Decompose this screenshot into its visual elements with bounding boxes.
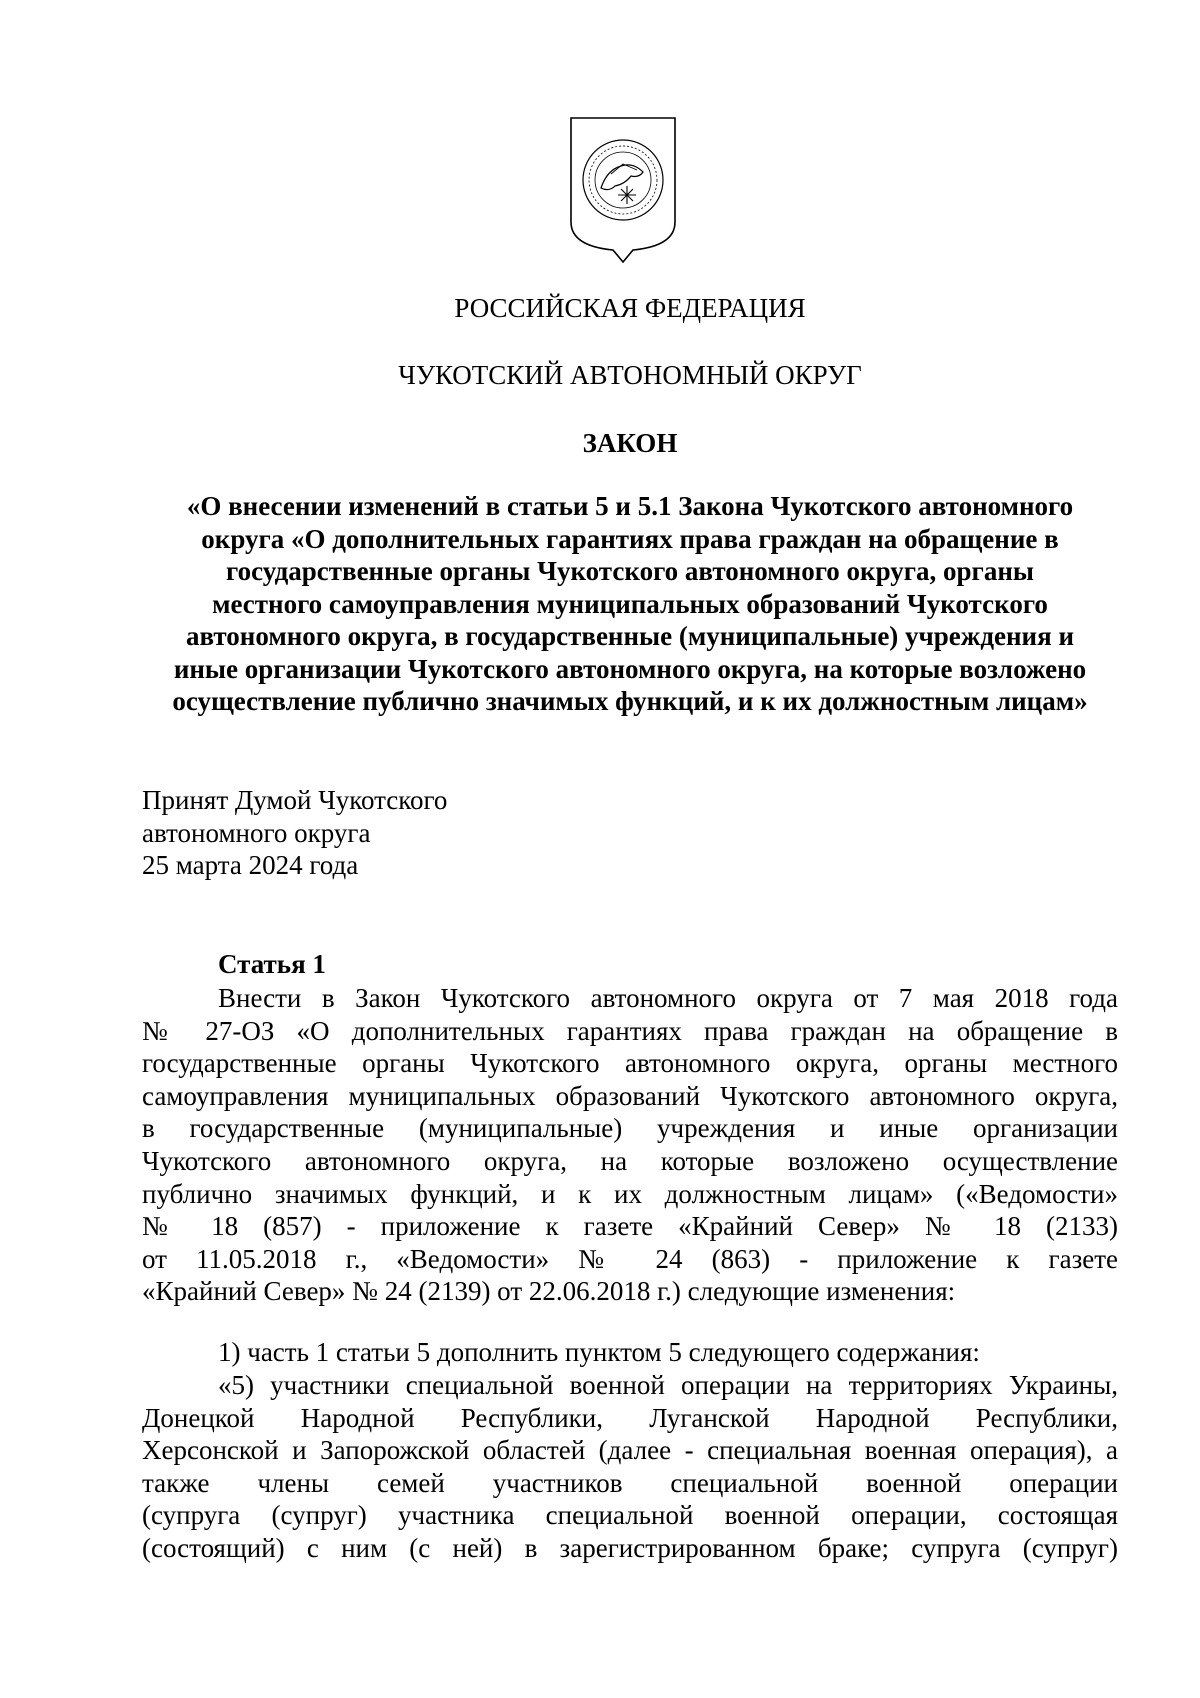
law-title-line: местного самоуправления муниципальных образований Чукотского (212, 588, 1048, 619)
item-1-text-paragraph (142, 1369, 1118, 1565)
paragraph-line: Внести в Закон Чукотского автономного округа от 7 мая 2018 года (218, 983, 1118, 1013)
adoption-note (142, 784, 447, 882)
law-title-line: округа «О дополнительных гарантиях права граждан на обращение в (201, 523, 1059, 554)
paragraph-line: от 11.05.2018 г., «Ведомости» № 24 (863) - приложение к газете (142, 1243, 1118, 1274)
paragraph-line: государственные органы Чукотского автономного округа, органы местного (142, 1048, 1118, 1079)
law-title-line: осуществление публично значимых функций, и к их должностным лицам» (172, 686, 1088, 716)
adoption-line: автономного округа (142, 817, 371, 848)
paragraph-line: в государственные (муниципальные) учреждения и иные организации (142, 1113, 1118, 1144)
paragraph-line: Чукотского автономного округа, на которые возложено осуществление (142, 1145, 1118, 1176)
paragraph-line: публично значимых функций, и к их должностным лицам» («Ведомости» (142, 1178, 1118, 1209)
law-title-line: иные организации Чукотского автономного округа, на которые возложено (173, 653, 1087, 684)
document-type-heading: ЗАКОН (582, 428, 678, 458)
adoption-date: 25 марта 2024 года (142, 850, 359, 880)
adoption-line: Принят Думой Чукотского (142, 785, 448, 815)
coat-of-arms-emblem (567, 114, 679, 264)
article-intro-paragraph (142, 982, 1118, 1308)
law-title-line: «О внесении изменений в статьи 5 и 5.1 Закона Чукотского автономного (186, 491, 1074, 521)
item-1-paragraph (142, 1336, 1118, 1369)
paragraph-line: Донецкой Народной Республики, Луганской Народной Республики, (142, 1402, 1118, 1433)
paragraph-line: № 18 (857) - приложение к газете «Крайний Север» № 18 (2133) (142, 1211, 1118, 1242)
region-heading: ЧУКОТСКИЙ АВТОНОМНЫЙ ОКРУГ (398, 360, 862, 390)
paragraph-line: № 27-ОЗ «О дополнительных гарантиях права граждан на обращение в (142, 1015, 1118, 1046)
law-title-line: государственные органы Чукотского автономного округа, органы (226, 556, 1034, 586)
paragraph-line: (состоящий) с ним (с ней) в зарегистрированном браке; супруга (супруг) (142, 1532, 1118, 1563)
law-title-line: автономного округа, в государственные (муниципальные) учреждения и (185, 621, 1075, 651)
paragraph-line: «5) участники специальной военной операции на территориях Украины, (218, 1370, 1118, 1400)
paragraph-line: 1) часть 1 статьи 5 дополнить пунктом 5 следующего содержания: (218, 1337, 980, 1367)
paragraph-line: «Крайний Север» № 24 (2139) от 22.06.2018 г.) следующие изменения: (142, 1276, 956, 1307)
law-title (140, 490, 1120, 718)
paragraph-line: Херсонской и Запорожской областей (далее - специальная военная операция), а (142, 1435, 1118, 1466)
paragraph-line: (супруга (супруг) участника специальной военной операции, состоящая (142, 1500, 1118, 1531)
article-heading: Статья 1 (218, 949, 326, 979)
country-heading: РОССИЙСКАЯ ФЕДЕРАЦИЯ (454, 293, 806, 323)
paragraph-line: также члены семей участников специальной военной операции (142, 1467, 1118, 1498)
paragraph-line: самоуправления муниципальных образований Чукотского автономного округа, (142, 1080, 1118, 1111)
